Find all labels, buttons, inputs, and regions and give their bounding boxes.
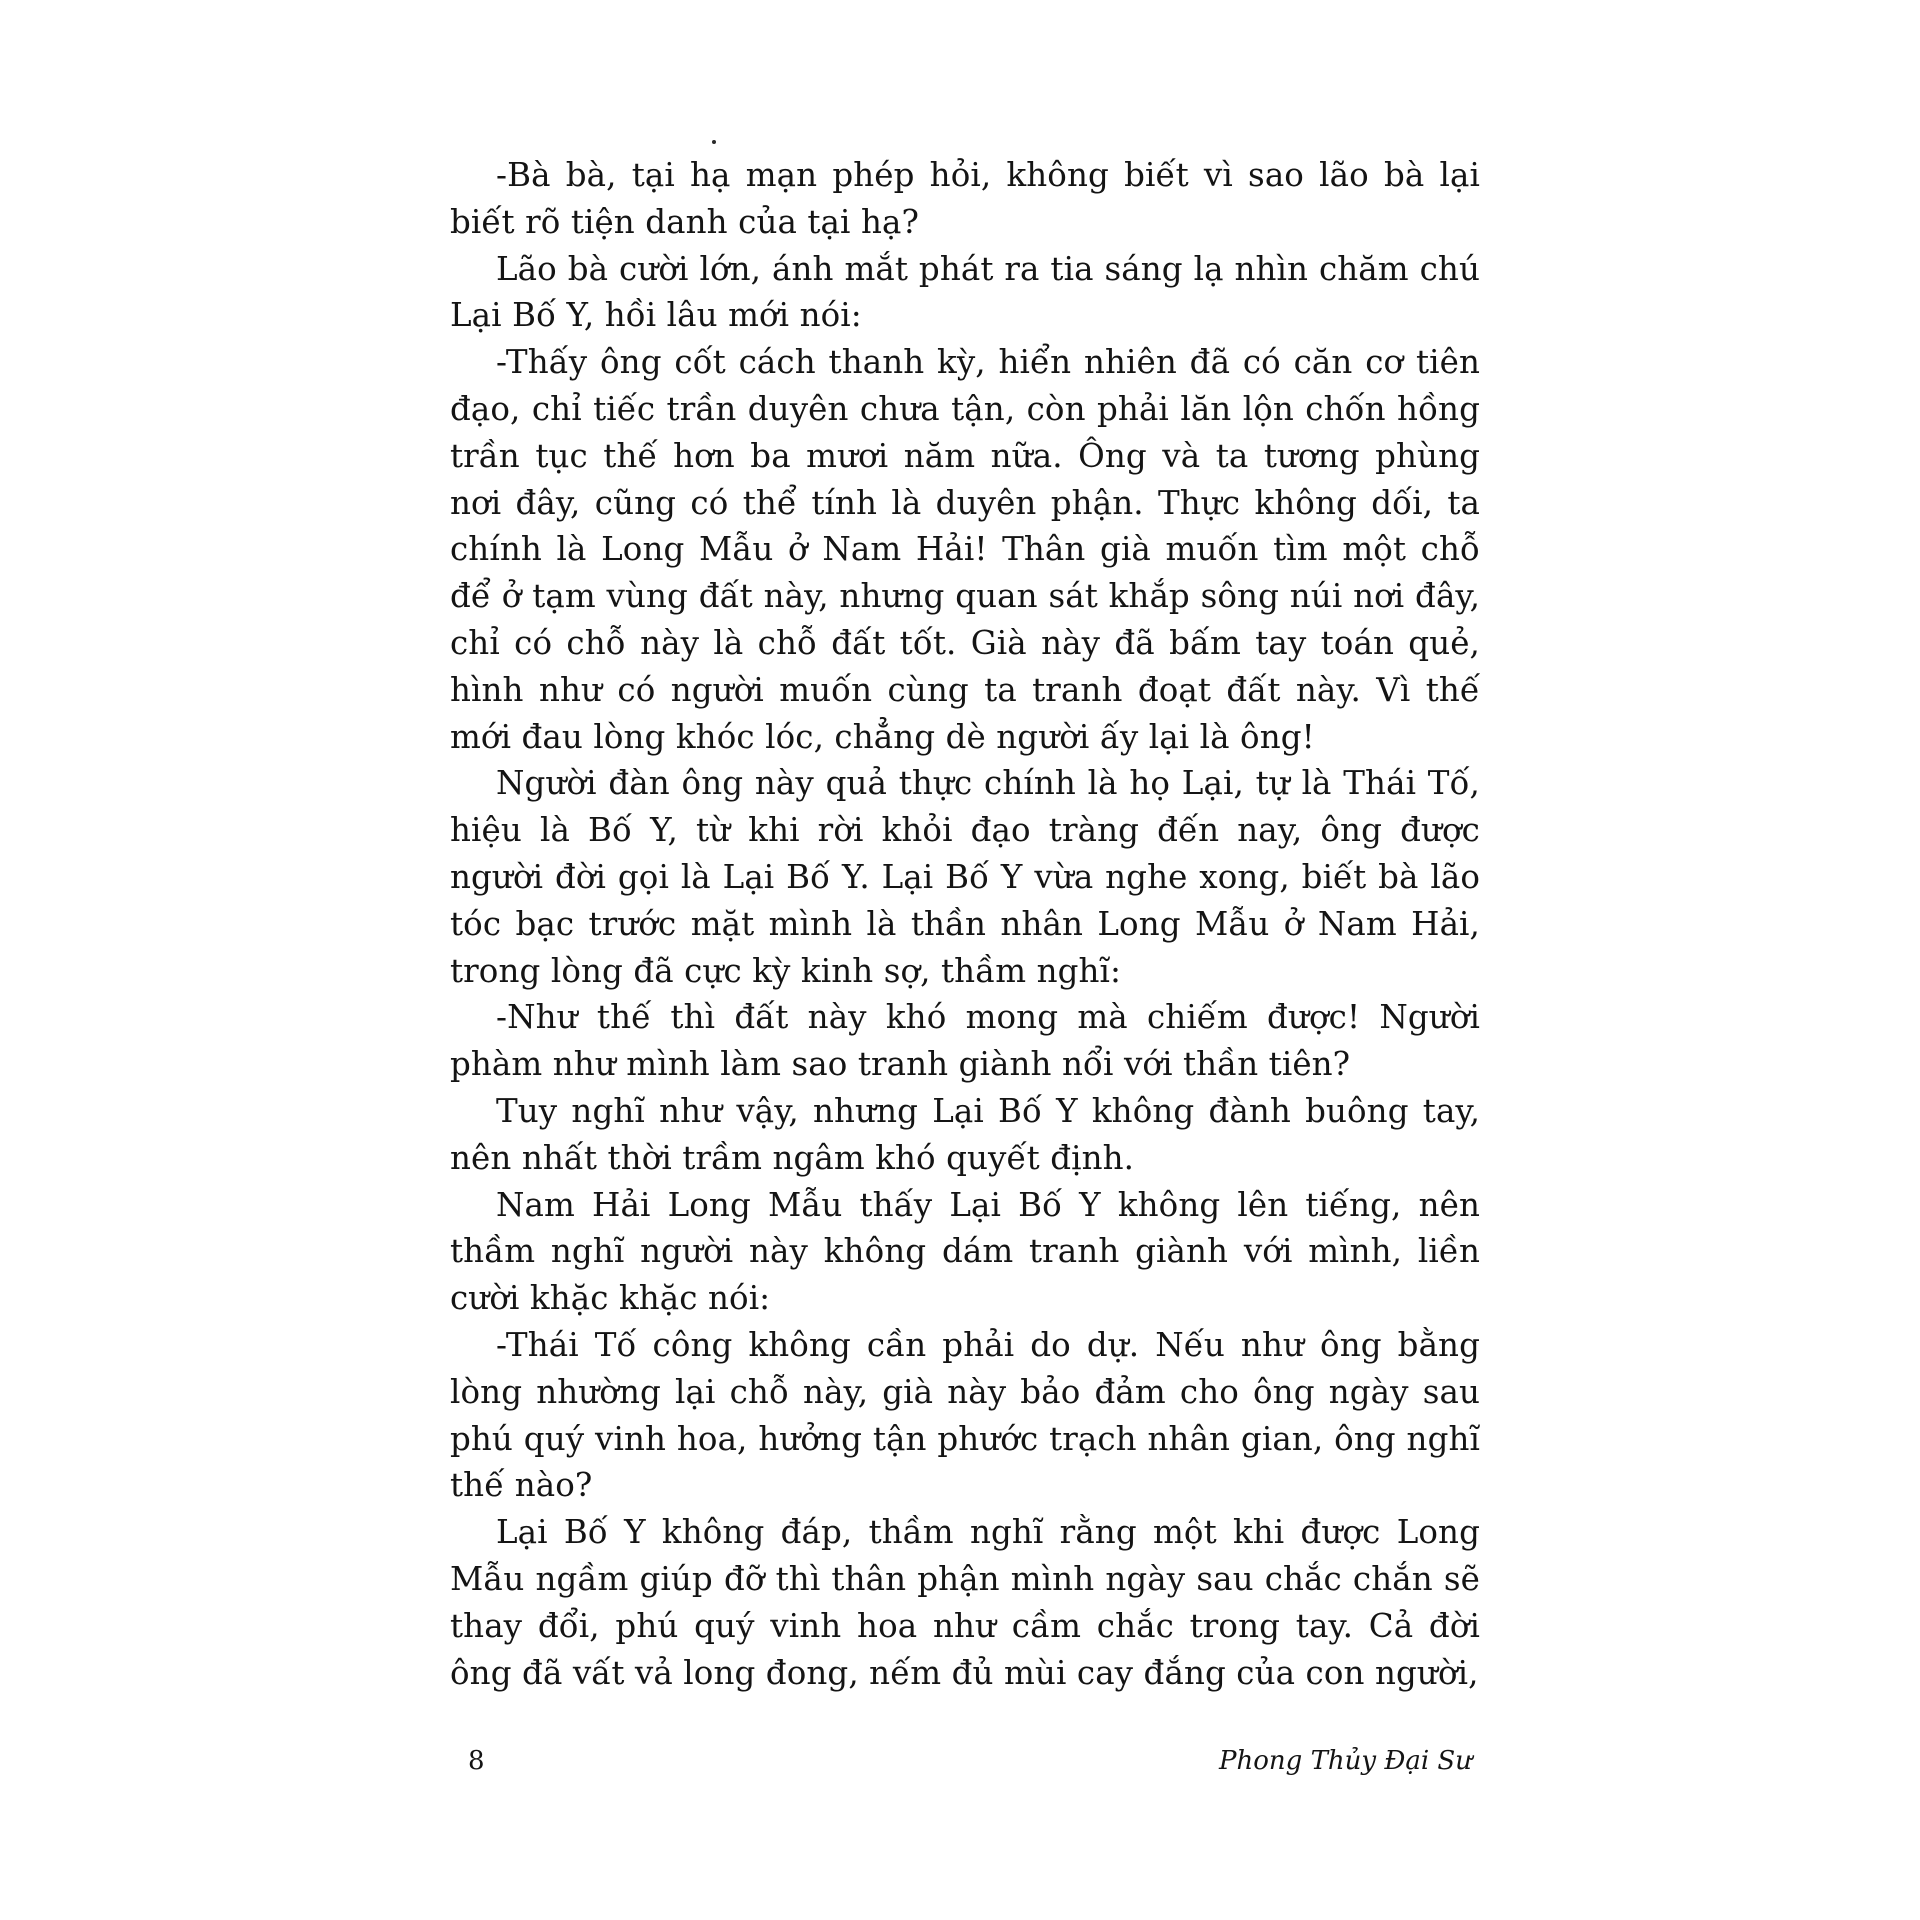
paragraph-4: Người đàn ông này quả thực chính là họ Lại, tự là Thái Tố, hiệu là Bố Y, từ khi rời khỏi đạo tràng đến nay, ông được người đời gọi là Lại Bố Y. Lại Bố Y vừa nghe xong, biết bà lão tóc bạc trước mặt mình là thần nhân Long Mẫu ở Nam Hải, trong lòng đã cực kỳ kinh sợ, thầm nghĩ: bbox=[450, 764, 1480, 990]
paragraph-8: -Thái Tố công không cần phải do dự. Nếu như ông bằng lòng nhường lại chỗ này, già này bảo đảm cho ông ngày sau phú quý vinh hoa, hưởng tận phước trạch nhân gian, ông nghĩ thế nào? bbox=[450, 1325, 1480, 1505]
ink-speck bbox=[712, 140, 716, 144]
paragraph-1: -Bà bà, tại hạ mạn phép hỏi, không biết vì sao lão bà lại biết rõ tiện danh của tại hạ? bbox=[450, 156, 1480, 241]
body-text bbox=[450, 152, 1480, 1696]
paragraph-5: -Như thế thì đất này khó mong mà chiếm được! Người phàm như mình làm sao tranh giành nổi với thần tiên? bbox=[450, 998, 1480, 1084]
paragraph-3: -Thấy ông cốt cách thanh kỳ, hiển nhiên đã có căn cơ tiên đạo, chỉ tiếc trần duyên chưa tận, còn phải lăn lộn chốn hồng trần tục thế hơn ba mươi năm nữa. Ông và ta tương phùng nơi đây, cũng có thể tính là duyên phận. Thực không dối, ta chính là Long Mẫu ở Nam Hải! Thân già muốn tìm một chỗ để ở tạm vùng đất này, nhưng quan sát khắp sông núi nơi đây, chỉ có chỗ này là chỗ đất tốt. Già này đã bấm tay toán quẻ, hình như có người muốn cùng ta tranh đoạt đất này. Vì thế mới đau lòng khóc lóc, chẳng dè người ấy lại là ông! bbox=[450, 343, 1480, 756]
paragraph-2: Lão bà cười lớn, ánh mắt phát ra tia sáng lạ nhìn chăm chú Lại Bố Y, hồi lâu mới nói: bbox=[450, 249, 1480, 335]
page-number: 8 bbox=[468, 1746, 485, 1776]
paragraph-6: Tuy nghĩ như vậy, nhưng Lại Bố Y không đành buông tay, nên nhất thời trầm ngâm khó quyết định. bbox=[450, 1091, 1480, 1177]
paragraph-9: Lại Bố Y không đáp, thầm nghĩ rằng một khi được Long Mẫu ngầm giúp đỡ thì thân phận mình ngày sau chắc chắn sẽ thay đổi, phú quý vinh hoa như cầm chắc trong tay. Cả đời ông đã vất vả long đong, nếm đủ mùi cay đắng của con người, bbox=[450, 1513, 1480, 1692]
running-footer-title: Phong Thủy Đại Sư bbox=[1219, 1746, 1472, 1776]
paragraph-7: Nam Hải Long Mẫu thấy Lại Bố Y không lên tiếng, nên thầm nghĩ người này không dám tranh giành với mình, liền cười khặc khặc nói: bbox=[450, 1185, 1480, 1318]
